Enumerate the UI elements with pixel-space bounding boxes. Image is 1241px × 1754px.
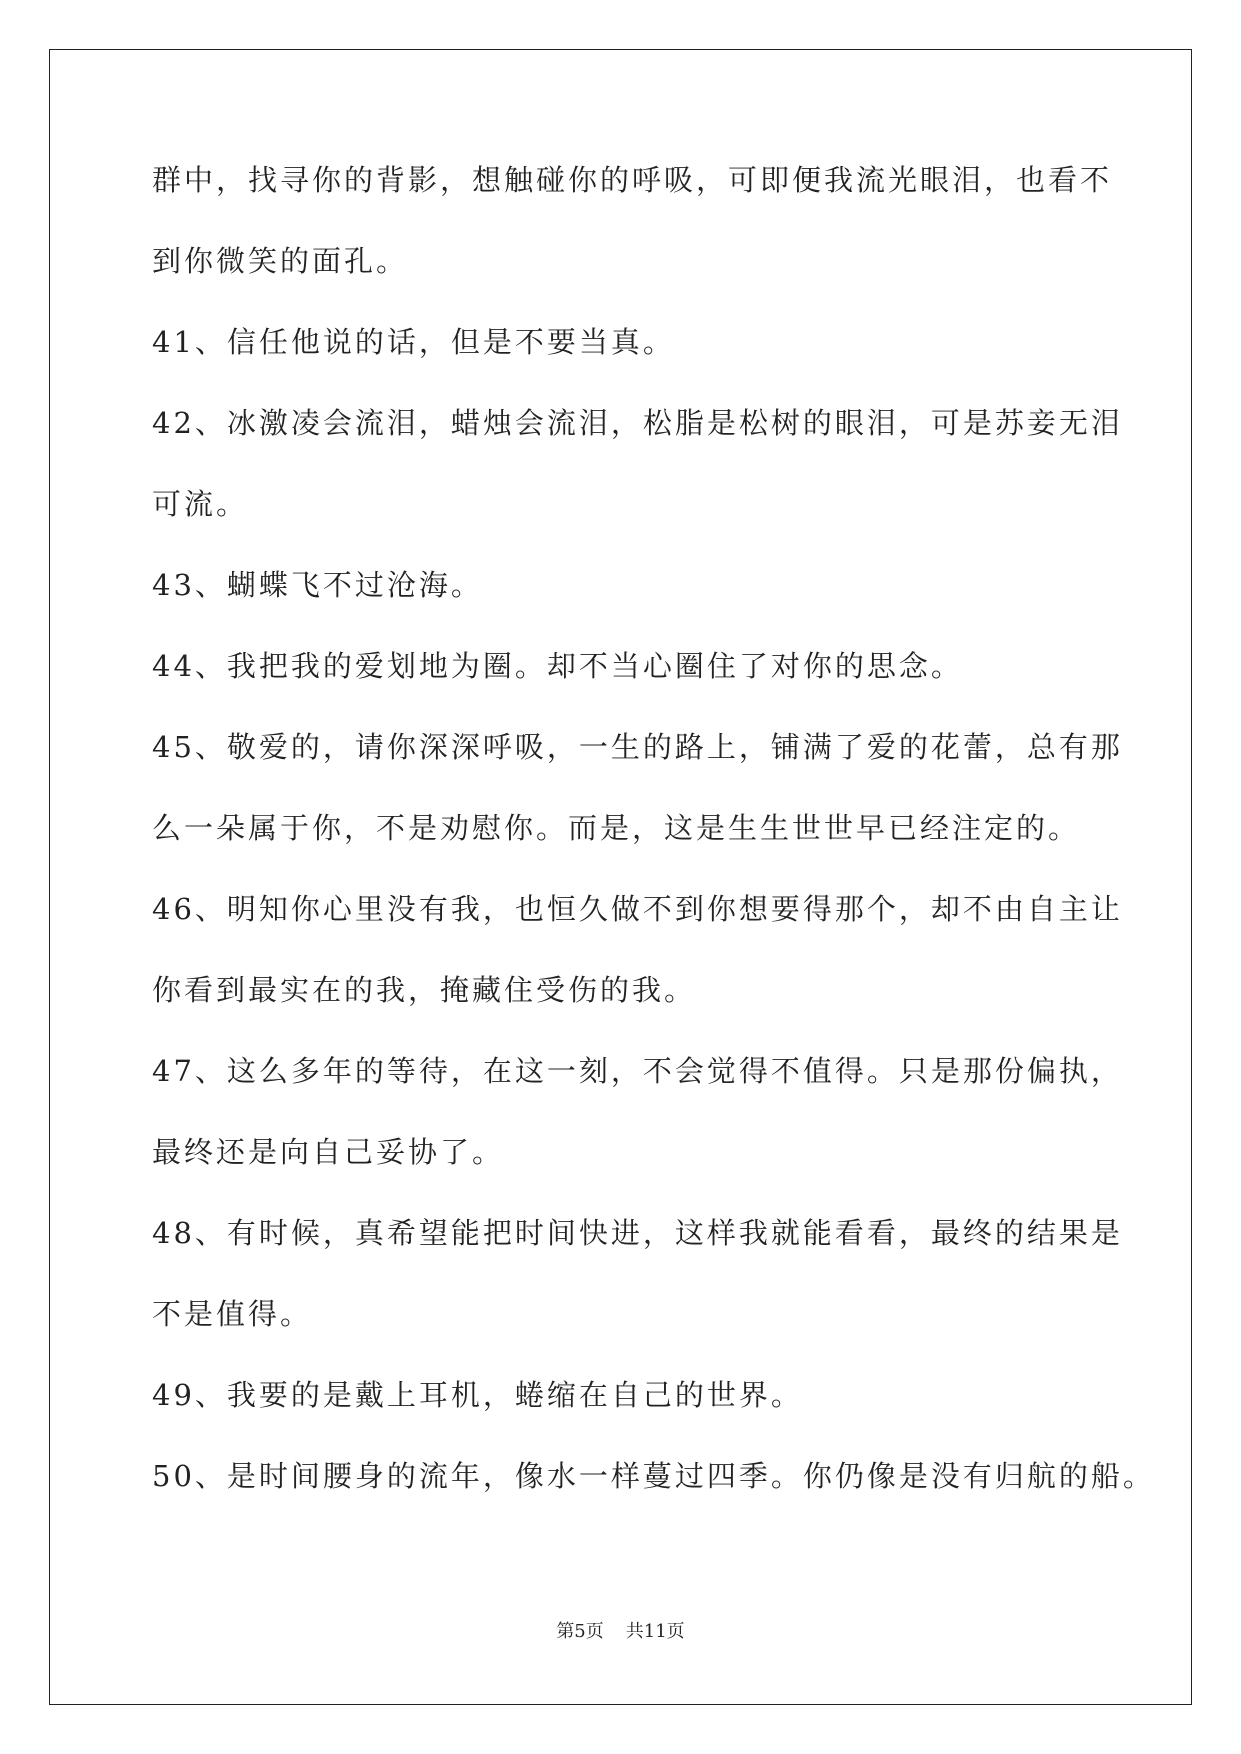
text-line: 么一朵属于你，不是劝慰你。而是，这是生生世世早已经注定的。 (152, 811, 1081, 845)
text-line: 你看到最实在的我，掩藏住受伤的我。 (152, 973, 697, 1007)
text-line: 50、是时间腰身的流年，像水一样蔓过四季。你仍像是没有归航的船。 (152, 1459, 1155, 1493)
text-line: 42、冰激凌会流泪，蜡烛会流泪，松脂是松树的眼泪，可是苏妾无泪 (152, 406, 1123, 440)
page-number: 第5页 (556, 1621, 604, 1642)
page-footer (0, 1617, 1241, 1643)
text-line: 可流。 (152, 487, 249, 521)
text-line: 最终还是向自己妥协了。 (152, 1135, 505, 1169)
text-line: 44、我把我的爱划地为圈。却不当心圈住了对你的思念。 (152, 649, 963, 683)
text-line: 41、信任他说的话，但是不要当真。 (152, 325, 675, 359)
text-line: 46、明知你心里没有我，也恒久做不到你想要得那个，却不由自主让 (152, 892, 1123, 926)
text-line: 群中，找寻你的背影，想触碰你的呼吸，可即便我流光眼泪，也看不 (152, 163, 1113, 197)
text-line: 49、我要的是戴上耳机，蜷缩在自己的世界。 (152, 1378, 803, 1412)
text-line: 43、蝴蝶飞不过沧海。 (152, 568, 483, 602)
text-line: 不是值得。 (152, 1297, 313, 1331)
text-line: 45、敬爱的，请你深深呼吸，一生的路上，铺满了爱的花蕾，总有那 (152, 730, 1123, 764)
text-line: 47、这么多年的等待，在这一刻，不会觉得不值得。只是那份偏执， (152, 1054, 1123, 1088)
text-line: 到你微笑的面孔。 (152, 244, 409, 278)
document-body (152, 160, 1155, 1537)
page-total: 共11页 (625, 1621, 685, 1642)
text-line: 48、有时候，真希望能把时间快进，这样我就能看看，最终的结果是 (152, 1216, 1123, 1250)
